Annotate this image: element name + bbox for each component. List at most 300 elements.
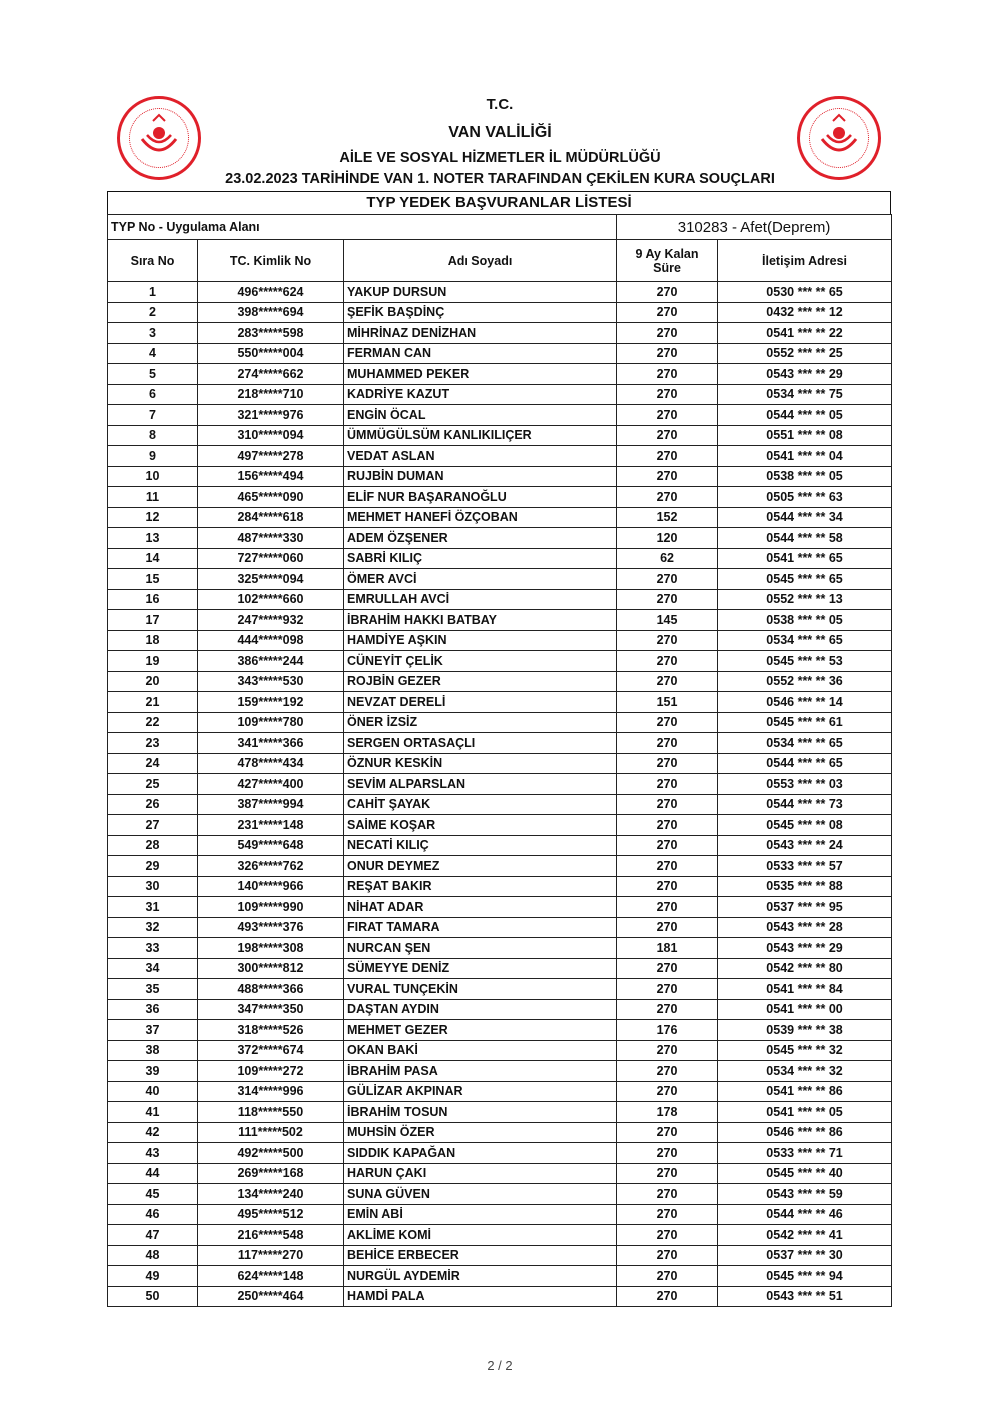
cell-sira-no: 33: [108, 938, 198, 959]
cell-iletisim: 0544 *** ** 58: [718, 528, 892, 549]
cell-tc-kimlik: 318*****526: [198, 1020, 344, 1041]
cell-iletisim: 0545 *** ** 65: [718, 569, 892, 590]
table-row: [108, 876, 892, 897]
cell-adi-soyadi: FERMAN CAN: [344, 343, 617, 364]
table-row: [108, 343, 892, 364]
cell-sira-no: 6: [108, 384, 198, 405]
cell-tc-kimlik: 347*****350: [198, 999, 344, 1020]
page-number: 2 / 2: [487, 1358, 513, 1373]
cell-adi-soyadi: ÜMMÜGÜLSÜM KANLIKILIÇER: [344, 425, 617, 446]
cell-sira-no: 1: [108, 282, 198, 303]
table-row: [108, 835, 892, 856]
cell-tc-kimlik: 109*****272: [198, 1061, 344, 1082]
cell-tc-kimlik: 269*****168: [198, 1163, 344, 1184]
table-row: [108, 1081, 892, 1102]
cell-iletisim: 0552 *** ** 36: [718, 671, 892, 692]
cell-sira-no: 45: [108, 1184, 198, 1205]
cell-iletisim: 0545 *** ** 40: [718, 1163, 892, 1184]
cell-adi-soyadi: SEVİM ALPARSLAN: [344, 774, 617, 795]
col-sira-no: Sıra No: [108, 240, 198, 282]
cell-tc-kimlik: 727*****060: [198, 548, 344, 569]
cell-kalan-sure: 270: [617, 466, 718, 487]
cell-sira-no: 49: [108, 1266, 198, 1287]
cell-adi-soyadi: HAMDİ PALA: [344, 1286, 617, 1307]
table-row: [108, 1245, 892, 1266]
cell-sira-no: 23: [108, 733, 198, 754]
header-valilik: VAN VALİLİĞİ: [448, 124, 552, 141]
cell-sira-no: 27: [108, 815, 198, 836]
table-row: [108, 692, 892, 713]
cell-iletisim: 0543 *** ** 24: [718, 835, 892, 856]
cell-kalan-sure: 270: [617, 1163, 718, 1184]
cell-kalan-sure: 270: [617, 1245, 718, 1266]
cell-adi-soyadi: GÜLİZAR AKPINAR: [344, 1081, 617, 1102]
cell-iletisim: 0541 *** ** 22: [718, 323, 892, 344]
col-tc-kimlik: TC. Kimlik No: [198, 240, 344, 282]
cell-kalan-sure: 270: [617, 282, 718, 303]
table-row: [108, 446, 892, 467]
cell-tc-kimlik: 497*****278: [198, 446, 344, 467]
cell-iletisim: 0537 *** ** 30: [718, 1245, 892, 1266]
table-row: [108, 815, 892, 836]
cell-kalan-sure: 270: [617, 733, 718, 754]
cell-iletisim: 0533 *** ** 71: [718, 1143, 892, 1164]
table-row: [108, 1061, 892, 1082]
cell-sira-no: 5: [108, 364, 198, 385]
cell-kalan-sure: 270: [617, 384, 718, 405]
cell-sira-no: 24: [108, 753, 198, 774]
cell-sira-no: 17: [108, 610, 198, 631]
cell-adi-soyadi: DAŞTAN AYDIN: [344, 999, 617, 1020]
table-row: [108, 548, 892, 569]
cell-sira-no: 50: [108, 1286, 198, 1307]
cell-sira-no: 18: [108, 630, 198, 651]
cell-iletisim: 0541 *** ** 65: [718, 548, 892, 569]
table-row: [108, 487, 892, 508]
cell-kalan-sure: 270: [617, 569, 718, 590]
table-header: [108, 240, 892, 282]
cell-adi-soyadi: EMRULLAH AVCİ: [344, 589, 617, 610]
cell-adi-soyadi: HAMDİYE AŞKIN: [344, 630, 617, 651]
cell-adi-soyadi: İBRAHİM TOSUN: [344, 1102, 617, 1123]
cell-adi-soyadi: VURAL TUNÇEKİN: [344, 979, 617, 1000]
cell-iletisim: 0542 *** ** 80: [718, 958, 892, 979]
cell-tc-kimlik: 495*****512: [198, 1204, 344, 1225]
cell-sira-no: 39: [108, 1061, 198, 1082]
cell-adi-soyadi: MEHMET GEZER: [344, 1020, 617, 1041]
cell-kalan-sure: 270: [617, 1225, 718, 1246]
cell-iletisim: 0530 *** ** 65: [718, 282, 892, 303]
cell-adi-soyadi: İBRAHİM PASA: [344, 1061, 617, 1082]
cell-kalan-sure: 176: [617, 1020, 718, 1041]
cell-tc-kimlik: 550*****004: [198, 343, 344, 364]
cell-sira-no: 28: [108, 835, 198, 856]
cell-sira-no: 46: [108, 1204, 198, 1225]
table-row: [108, 1286, 892, 1307]
cell-adi-soyadi: KADRİYE KAZUT: [344, 384, 617, 405]
table-row: [108, 1163, 892, 1184]
cell-kalan-sure: 270: [617, 999, 718, 1020]
header-kura-title: 23.02.2023 TARİHİNDE VAN 1. NOTER TARAFINDAN ÇEKİLEN KURA SOUÇLARI: [225, 171, 775, 187]
cell-kalan-sure: 120: [617, 528, 718, 549]
cell-adi-soyadi: SABRİ KILIÇ: [344, 548, 617, 569]
cell-kalan-sure: 270: [617, 1286, 718, 1307]
cell-kalan-sure: 178: [617, 1102, 718, 1123]
cell-iletisim: 0553 *** ** 03: [718, 774, 892, 795]
cell-adi-soyadi: MEHMET HANEFİ ÖZÇOBAN: [344, 507, 617, 528]
cell-iletisim: 0541 *** ** 05: [718, 1102, 892, 1123]
cell-kalan-sure: 270: [617, 979, 718, 1000]
cell-adi-soyadi: RUJBİN DUMAN: [344, 466, 617, 487]
cell-kalan-sure: 270: [617, 302, 718, 323]
cell-iletisim: 0545 *** ** 61: [718, 712, 892, 733]
cell-kalan-sure: 270: [617, 446, 718, 467]
cell-kalan-sure: 270: [617, 589, 718, 610]
cell-iletisim: 0543 *** ** 51: [718, 1286, 892, 1307]
table-row: [108, 856, 892, 877]
table-row: [108, 958, 892, 979]
cell-adi-soyadi: SIDDIK KAPAĞAN: [344, 1143, 617, 1164]
cell-kalan-sure: 270: [617, 897, 718, 918]
cell-iletisim: 0544 *** ** 46: [718, 1204, 892, 1225]
cell-sira-no: 10: [108, 466, 198, 487]
cell-iletisim: 0543 *** ** 28: [718, 917, 892, 938]
cell-sira-no: 26: [108, 794, 198, 815]
cell-sira-no: 4: [108, 343, 198, 364]
cell-iletisim: 0541 *** ** 04: [718, 446, 892, 467]
cell-tc-kimlik: 274*****662: [198, 364, 344, 385]
cell-tc-kimlik: 159*****192: [198, 692, 344, 713]
table-row: [108, 733, 892, 754]
cell-iletisim: 0552 *** ** 25: [718, 343, 892, 364]
cell-sira-no: 3: [108, 323, 198, 344]
cell-adi-soyadi: ÖZNUR KESKİN: [344, 753, 617, 774]
table-row: [108, 589, 892, 610]
cell-iletisim: 0543 *** ** 29: [718, 938, 892, 959]
cell-adi-soyadi: ÖMER AVCİ: [344, 569, 617, 590]
table-row: [108, 794, 892, 815]
cell-tc-kimlik: 492*****500: [198, 1143, 344, 1164]
cell-sira-no: 8: [108, 425, 198, 446]
cell-adi-soyadi: ELİF NUR BAŞARANOĞLU: [344, 487, 617, 508]
cell-adi-soyadi: NECATİ KILIÇ: [344, 835, 617, 856]
table-row: [108, 466, 892, 487]
cell-adi-soyadi: VEDAT ASLAN: [344, 446, 617, 467]
cell-iletisim: 0541 *** ** 00: [718, 999, 892, 1020]
cell-kalan-sure: 181: [617, 938, 718, 959]
cell-iletisim: 0546 *** ** 86: [718, 1122, 892, 1143]
cell-adi-soyadi: MUHAMMED PEKER: [344, 364, 617, 385]
cell-kalan-sure: 270: [617, 712, 718, 733]
table-row: [108, 528, 892, 549]
cell-sira-no: 44: [108, 1163, 198, 1184]
cell-sira-no: 7: [108, 405, 198, 426]
cell-iletisim: 0538 *** ** 05: [718, 610, 892, 631]
cell-tc-kimlik: 549*****648: [198, 835, 344, 856]
table-row: [108, 917, 892, 938]
cell-adi-soyadi: SAİME KOŞAR: [344, 815, 617, 836]
cell-kalan-sure: 152: [617, 507, 718, 528]
typ-row: [108, 215, 892, 240]
table-row: [108, 610, 892, 631]
cell-iletisim: 0544 *** ** 34: [718, 507, 892, 528]
cell-sira-no: 36: [108, 999, 198, 1020]
table-row: [108, 1225, 892, 1246]
cell-adi-soyadi: ADEM ÖZŞENER: [344, 528, 617, 549]
cell-kalan-sure: 270: [617, 815, 718, 836]
col-kalan-sure-line1: 9 Ay Kalan: [635, 246, 699, 261]
cell-kalan-sure: 270: [617, 651, 718, 672]
cell-iletisim: 0545 *** ** 53: [718, 651, 892, 672]
cell-adi-soyadi: İBRAHİM HAKKI BATBAY: [344, 610, 617, 631]
cell-sira-no: 38: [108, 1040, 198, 1061]
cell-iletisim: 0546 *** ** 14: [718, 692, 892, 713]
cell-kalan-sure: 270: [617, 856, 718, 877]
table-row: [108, 1040, 892, 1061]
cell-iletisim: 0534 *** ** 32: [718, 1061, 892, 1082]
cell-kalan-sure: 145: [617, 610, 718, 631]
cell-sira-no: 13: [108, 528, 198, 549]
cell-tc-kimlik: 250*****464: [198, 1286, 344, 1307]
cell-kalan-sure: 270: [617, 753, 718, 774]
cell-adi-soyadi: OKAN BAKİ: [344, 1040, 617, 1061]
cell-tc-kimlik: 487*****330: [198, 528, 344, 549]
typ-label: TYP No - Uygulama Alanı: [108, 215, 617, 240]
cell-iletisim: 0535 *** ** 88: [718, 876, 892, 897]
cell-tc-kimlik: 109*****990: [198, 897, 344, 918]
table-row: [108, 384, 892, 405]
cell-iletisim: 0551 *** ** 08: [718, 425, 892, 446]
cell-sira-no: 21: [108, 692, 198, 713]
table-row: [108, 897, 892, 918]
cell-adi-soyadi: HARUN ÇAKI: [344, 1163, 617, 1184]
cell-sira-no: 32: [108, 917, 198, 938]
cell-adi-soyadi: FIRAT TAMARA: [344, 917, 617, 938]
cell-tc-kimlik: 300*****812: [198, 958, 344, 979]
cell-iletisim: 0538 *** ** 05: [718, 466, 892, 487]
table-row: [108, 753, 892, 774]
cell-iletisim: 0537 *** ** 95: [718, 897, 892, 918]
cell-iletisim: 0542 *** ** 41: [718, 1225, 892, 1246]
cell-iletisim: 0544 *** ** 05: [718, 405, 892, 426]
cell-kalan-sure: 270: [617, 487, 718, 508]
typ-value: 310283 - Afet(Deprem): [617, 215, 892, 240]
cell-sira-no: 34: [108, 958, 198, 979]
cell-sira-no: 25: [108, 774, 198, 795]
cell-tc-kimlik: 387*****994: [198, 794, 344, 815]
cell-kalan-sure: 270: [617, 1081, 718, 1102]
cell-adi-soyadi: ENGİN ÖCAL: [344, 405, 617, 426]
cell-tc-kimlik: 218*****710: [198, 384, 344, 405]
cell-kalan-sure: 270: [617, 958, 718, 979]
table-row: [108, 323, 892, 344]
cell-sira-no: 40: [108, 1081, 198, 1102]
table-row: [108, 405, 892, 426]
cell-iletisim: 0541 *** ** 86: [718, 1081, 892, 1102]
cell-tc-kimlik: 326*****762: [198, 856, 344, 877]
cell-sira-no: 43: [108, 1143, 198, 1164]
cell-kalan-sure: 270: [617, 1061, 718, 1082]
cell-tc-kimlik: 134*****240: [198, 1184, 344, 1205]
table-row: [108, 1020, 892, 1041]
cell-tc-kimlik: 247*****932: [198, 610, 344, 631]
cell-adi-soyadi: NİHAT ADAR: [344, 897, 617, 918]
cell-adi-soyadi: CAHİT ŞAYAK: [344, 794, 617, 815]
cell-kalan-sure: 270: [617, 425, 718, 446]
cell-kalan-sure: 270: [617, 343, 718, 364]
cell-sira-no: 20: [108, 671, 198, 692]
cell-iletisim: 0544 *** ** 73: [718, 794, 892, 815]
cell-tc-kimlik: 478*****434: [198, 753, 344, 774]
cell-adi-soyadi: EMİN ABİ: [344, 1204, 617, 1225]
cell-iletisim: 0533 *** ** 57: [718, 856, 892, 877]
cell-kalan-sure: 270: [617, 1266, 718, 1287]
cell-tc-kimlik: 496*****624: [198, 282, 344, 303]
cell-sira-no: 9: [108, 446, 198, 467]
cell-kalan-sure: 62: [617, 548, 718, 569]
cell-sira-no: 2: [108, 302, 198, 323]
table-row: [108, 671, 892, 692]
cell-adi-soyadi: ROJBİN GEZER: [344, 671, 617, 692]
table-row: [108, 1266, 892, 1287]
table-row: [108, 282, 892, 303]
cell-tc-kimlik: 386*****244: [198, 651, 344, 672]
cell-kalan-sure: 151: [617, 692, 718, 713]
cell-iletisim: 0545 *** ** 94: [718, 1266, 892, 1287]
cell-sira-no: 12: [108, 507, 198, 528]
cell-tc-kimlik: 216*****548: [198, 1225, 344, 1246]
table-row: [108, 1143, 892, 1164]
cell-adi-soyadi: NURCAN ŞEN: [344, 938, 617, 959]
cell-adi-soyadi: ÖNER İZSİZ: [344, 712, 617, 733]
table-row: [108, 1184, 892, 1205]
cell-iletisim: 0534 *** ** 65: [718, 733, 892, 754]
cell-iletisim: 0539 *** ** 38: [718, 1020, 892, 1041]
cell-tc-kimlik: 109*****780: [198, 712, 344, 733]
cell-sira-no: 30: [108, 876, 198, 897]
cell-sira-no: 47: [108, 1225, 198, 1246]
cell-adi-soyadi: NURGÜL AYDEMİR: [344, 1266, 617, 1287]
col-kalan-sure-line2: Süre: [653, 260, 681, 275]
cell-sira-no: 29: [108, 856, 198, 877]
applicants-table: [107, 214, 892, 1307]
cell-sira-no: 48: [108, 1245, 198, 1266]
header-tc: T.C.: [486, 96, 514, 113]
cell-tc-kimlik: 156*****494: [198, 466, 344, 487]
cell-iletisim: 0552 *** ** 13: [718, 589, 892, 610]
cell-sira-no: 19: [108, 651, 198, 672]
cell-kalan-sure: 270: [617, 835, 718, 856]
cell-sira-no: 14: [108, 548, 198, 569]
table-row: [108, 302, 892, 323]
cell-tc-kimlik: 493*****376: [198, 917, 344, 938]
cell-sira-no: 42: [108, 1122, 198, 1143]
cell-kalan-sure: 270: [617, 774, 718, 795]
table-row: [108, 1102, 892, 1123]
cell-kalan-sure: 270: [617, 671, 718, 692]
cell-adi-soyadi: BEHİCE ERBECER: [344, 1245, 617, 1266]
cell-adi-soyadi: SÜMEYYE DENİZ: [344, 958, 617, 979]
cell-tc-kimlik: 310*****094: [198, 425, 344, 446]
cell-sira-no: 22: [108, 712, 198, 733]
cell-adi-soyadi: ONUR DEYMEZ: [344, 856, 617, 877]
cell-iletisim: 0534 *** ** 65: [718, 630, 892, 651]
cell-kalan-sure: 270: [617, 1040, 718, 1061]
table-row: [108, 999, 892, 1020]
cell-iletisim: 0543 *** ** 59: [718, 1184, 892, 1205]
cell-tc-kimlik: 465*****090: [198, 487, 344, 508]
cell-tc-kimlik: 198*****308: [198, 938, 344, 959]
cell-adi-soyadi: SUNA GÜVEN: [344, 1184, 617, 1205]
cell-tc-kimlik: 341*****366: [198, 733, 344, 754]
cell-kalan-sure: 270: [617, 794, 718, 815]
cell-sira-no: 11: [108, 487, 198, 508]
cell-tc-kimlik: 102*****660: [198, 589, 344, 610]
cell-iletisim: 0432 *** ** 12: [718, 302, 892, 323]
table-row: [108, 651, 892, 672]
cell-iletisim: 0544 *** ** 65: [718, 753, 892, 774]
cell-iletisim: 0545 *** ** 32: [718, 1040, 892, 1061]
cell-adi-soyadi: YAKUP DURSUN: [344, 282, 617, 303]
cell-tc-kimlik: 284*****618: [198, 507, 344, 528]
cell-tc-kimlik: 398*****694: [198, 302, 344, 323]
table-row: [108, 712, 892, 733]
col-adi-soyadi: Adı Soyadı: [344, 240, 617, 282]
cell-sira-no: 35: [108, 979, 198, 1000]
cell-tc-kimlik: 231*****148: [198, 815, 344, 836]
cell-adi-soyadi: AKLİME KOMİ: [344, 1225, 617, 1246]
cell-adi-soyadi: ŞEFİK BAŞDİNÇ: [344, 302, 617, 323]
table-row: [108, 364, 892, 385]
col-kalan-sure: [617, 240, 718, 282]
cell-kalan-sure: 270: [617, 917, 718, 938]
cell-tc-kimlik: 444*****098: [198, 630, 344, 651]
cell-adi-soyadi: REŞAT BAKIR: [344, 876, 617, 897]
cell-adi-soyadi: CÜNEYİT ÇELİK: [344, 651, 617, 672]
cell-kalan-sure: 270: [617, 876, 718, 897]
cell-tc-kimlik: 427*****400: [198, 774, 344, 795]
cell-tc-kimlik: 372*****674: [198, 1040, 344, 1061]
cell-iletisim: 0543 *** ** 29: [718, 364, 892, 385]
table-row: [108, 630, 892, 651]
cell-sira-no: 41: [108, 1102, 198, 1123]
cell-tc-kimlik: 321*****976: [198, 405, 344, 426]
cell-tc-kimlik: 140*****966: [198, 876, 344, 897]
cell-iletisim: 0505 *** ** 63: [718, 487, 892, 508]
cell-tc-kimlik: 325*****094: [198, 569, 344, 590]
cell-tc-kimlik: 314*****996: [198, 1081, 344, 1102]
cell-tc-kimlik: 624*****148: [198, 1266, 344, 1287]
cell-tc-kimlik: 118*****550: [198, 1102, 344, 1123]
cell-kalan-sure: 270: [617, 630, 718, 651]
cell-tc-kimlik: 488*****366: [198, 979, 344, 1000]
table-row: [108, 774, 892, 795]
cell-iletisim: 0545 *** ** 08: [718, 815, 892, 836]
table-row: [108, 979, 892, 1000]
table-row: [108, 425, 892, 446]
cell-tc-kimlik: 343*****530: [198, 671, 344, 692]
table-row: [108, 1122, 892, 1143]
cell-sira-no: 16: [108, 589, 198, 610]
header-mudurluk: AİLE VE SOSYAL HİZMETLER İL MÜDÜRLÜĞÜ: [339, 150, 661, 166]
cell-adi-soyadi: NEVZAT DERELİ: [344, 692, 617, 713]
cell-sira-no: 37: [108, 1020, 198, 1041]
table-row: [108, 507, 892, 528]
cell-iletisim: 0534 *** ** 75: [718, 384, 892, 405]
cell-kalan-sure: 270: [617, 405, 718, 426]
cell-tc-kimlik: 283*****598: [198, 323, 344, 344]
table-row: [108, 569, 892, 590]
